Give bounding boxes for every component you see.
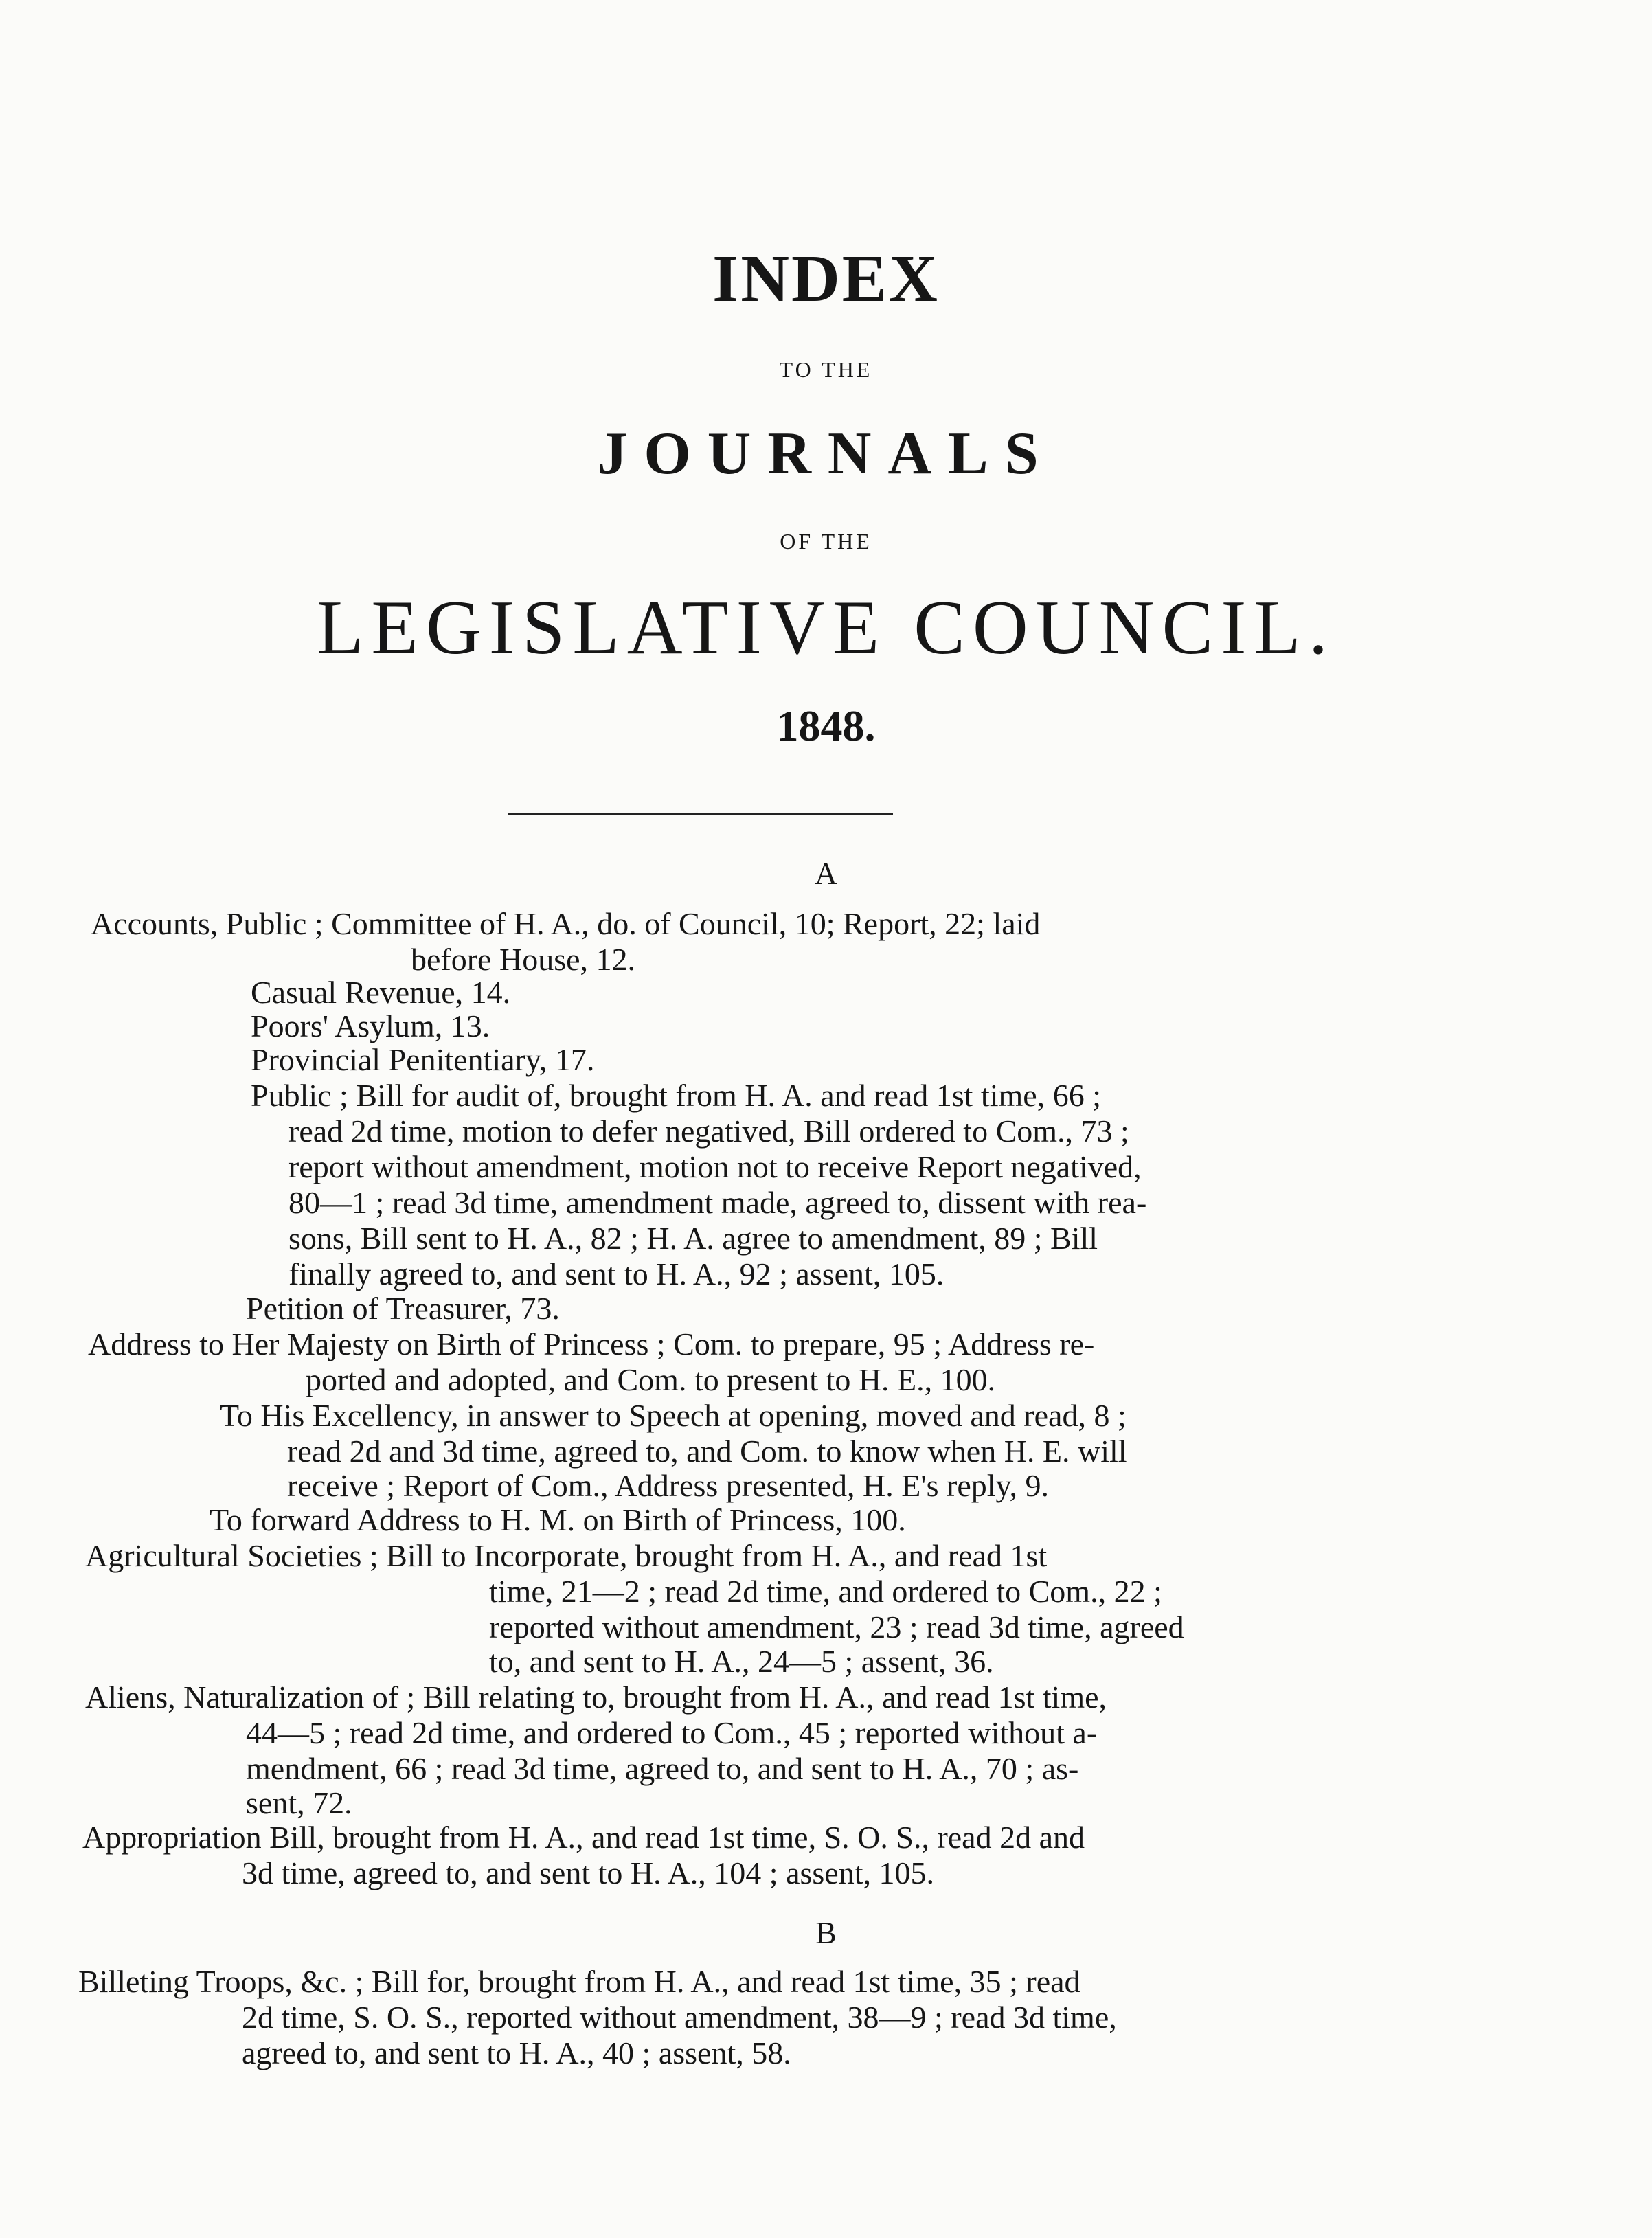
index-entry-line: Aliens, Naturalization of ; Bill relating to, brought from H. A., and read 1st time, — [85, 1680, 1107, 1715]
index-entry-line: Public ; Bill for audit of, brought from H. A. and read 1st time, 66 ; — [251, 1078, 1102, 1113]
index-entry-line: To His Excellency, in answer to Speech at opening, moved and read, 8 ; — [220, 1398, 1127, 1433]
index-entry-line: 80—1 ; read 3d time, amendment made, agreed to, dissent with rea- — [288, 1185, 1147, 1220]
council-title: LEGISLATIVE COUNCIL. — [317, 585, 1335, 670]
section-heading-a: A — [814, 856, 838, 891]
index-entry-line: read 2d time, motion to defer negatived, Bill ordered to Com., 73 ; — [288, 1114, 1129, 1149]
index-entry-line: 3d time, agreed to, and sent to H. A., 104 ; assent, 105. — [242, 1855, 935, 1890]
title-divider — [508, 813, 893, 815]
index-entry-line: to, and sent to H. A., 24—5 ; assent, 36. — [489, 1644, 994, 1679]
to-the-line: TO THE — [779, 357, 873, 382]
of-the-line: OF THE — [780, 529, 872, 554]
index-entry-line: sent, 72. — [246, 1785, 352, 1820]
index-entry-line: Appropriation Bill, brought from H. A., and read 1st time, S. O. S., read 2d and — [82, 1820, 1085, 1855]
index-entry-line: mendment, 66 ; read 3d time, agreed to, and sent to H. A., 70 ; as- — [246, 1751, 1079, 1786]
index-entry-line: To forward Address to H. M. on Birth of Princess, 100. — [210, 1502, 906, 1537]
index-entry-line: time, 21—2 ; read 2d time, and ordered to Com., 22 ; — [489, 1574, 1162, 1609]
index-entry-line: 2d time, S. O. S., reported without amendment, 38—9 ; read 3d time, — [242, 2000, 1117, 2035]
index-entry-line: read 2d and 3d time, agreed to, and Com. to know when H. E. will — [287, 1434, 1127, 1469]
index-entry-line: Accounts, Public ; Committee of H. A., do. of Council, 10; Report, 22; laid — [91, 906, 1041, 941]
index-entry-line: before House, 12. — [411, 942, 636, 977]
index-entry-line: Address to Her Majesty on Birth of Princess ; Com. to prepare, 95 ; Address re- — [88, 1326, 1095, 1361]
index-entry-line: agreed to, and sent to H. A., 40 ; assent, 58. — [242, 2035, 791, 2070]
index-entry-line: sons, Bill sent to H. A., 82 ; H. A. agree to amendment, 89 ; Bill — [288, 1221, 1098, 1256]
index-entry-line: Provincial Penitentiary, 17. — [251, 1042, 595, 1077]
journals-title: JOURNALS — [597, 420, 1055, 487]
index-entry-line: Agricultural Societies ; Bill to Incorporate, brought from H. A., and read 1st — [85, 1538, 1048, 1573]
index-entry-line: Poors' Asylum, 13. — [251, 1008, 490, 1043]
index-entry-line: reported without amendment, 23 ; read 3d time, agreed — [489, 1609, 1184, 1644]
index-entry-line: ported and adopted, and Com. to present to H. E., 100. — [306, 1362, 996, 1397]
index-entry-line: Petition of Treasurer, 73. — [246, 1291, 560, 1326]
index-entry-line: Casual Revenue, 14. — [251, 975, 511, 1010]
section-heading-b: B — [815, 1915, 837, 1950]
year-title: 1848. — [776, 701, 876, 750]
index-entry-line: report without amendment, motion not to receive Report negatived, — [288, 1149, 1142, 1184]
index-entry-line: receive ; Report of Com., Address presented, H. E's reply, 9. — [287, 1468, 1050, 1503]
index-title: INDEX — [712, 242, 940, 316]
index-entry-line: finally agreed to, and sent to H. A., 92 ; assent, 105. — [288, 1256, 944, 1291]
index-entry-line: Billeting Troops, &c. ; Bill for, brought from H. A., and read 1st time, 35 ; read — [78, 1964, 1080, 1999]
index-entry-line: 44—5 ; read 2d time, and ordered to Com., 45 ; reported without a- — [246, 1715, 1098, 1750]
